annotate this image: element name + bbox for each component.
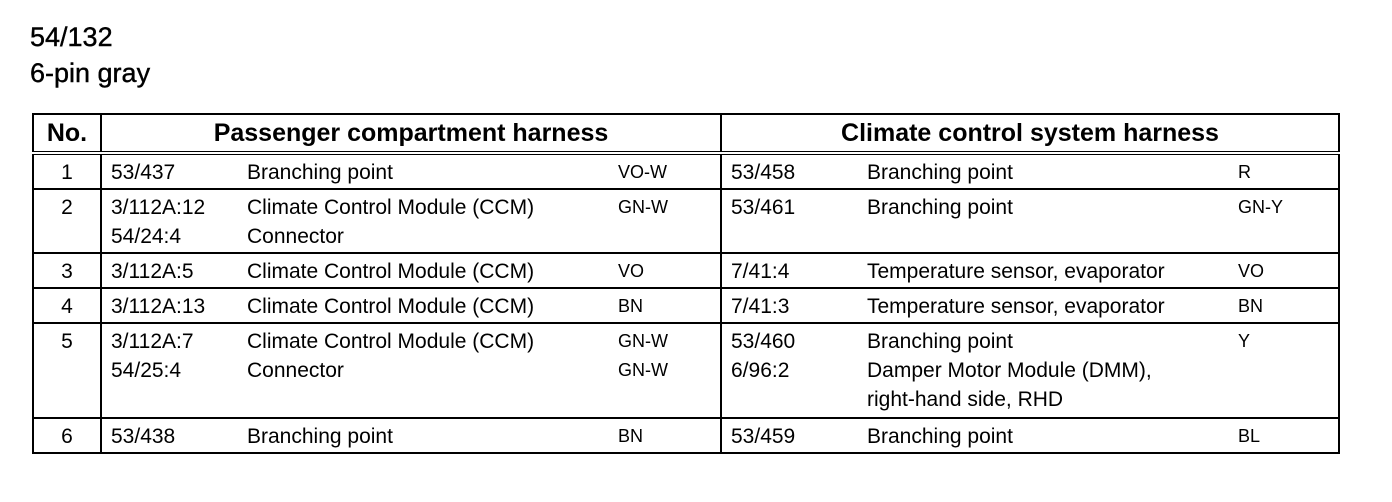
right-component-description: Branching point xyxy=(867,330,1013,353)
table-row xyxy=(33,253,1339,288)
left-wire-color-cell xyxy=(609,153,721,189)
pin-number: 5 xyxy=(33,323,101,418)
left-component-description: Branching point xyxy=(247,161,393,184)
right-wire-color-cell xyxy=(1229,418,1339,453)
right-component-code-cell xyxy=(721,189,858,253)
right-wire-color-cell xyxy=(1229,288,1339,323)
pin-number: 6 xyxy=(33,418,101,453)
right-component-description-cell xyxy=(858,323,1229,418)
right-component-description-cell xyxy=(858,189,1229,253)
right-component-code: 6/96:2 xyxy=(731,359,790,382)
right-component-description: Damper Motor Module (DMM), xyxy=(867,359,1152,382)
right-component-description: Branching point xyxy=(867,425,1013,448)
left-wire-color-cell xyxy=(609,418,721,453)
right-component-description: right-hand side, RHD xyxy=(867,388,1064,411)
left-component-description: Climate Control Module (CCM) xyxy=(247,196,535,219)
right-component-code: 7/41:3 xyxy=(731,295,790,318)
right-component-code: 53/458 xyxy=(731,161,796,184)
left-wire-color: VO-W xyxy=(618,162,667,182)
left-component-code-cell xyxy=(101,418,238,453)
right-component-description-cell xyxy=(858,253,1229,288)
right-component-description: Temperature sensor, evaporator xyxy=(867,260,1165,283)
right-component-description-cell xyxy=(858,288,1229,323)
pin-number: 3 xyxy=(33,253,101,288)
header-no: No. xyxy=(33,114,101,153)
left-wire-color-cell xyxy=(609,288,721,323)
right-component-description: Branching point xyxy=(867,196,1013,219)
left-component-code: 3/112A:5 xyxy=(111,260,194,283)
right-component-description-cell xyxy=(858,418,1229,453)
right-component-description-cell xyxy=(858,153,1229,189)
right-component-code: 7/41:4 xyxy=(731,260,790,283)
table-header-row xyxy=(33,114,1339,153)
left-wire-color: BN xyxy=(618,296,644,316)
left-component-description-cell xyxy=(238,323,609,418)
table-row xyxy=(33,288,1339,323)
left-wire-color-cell xyxy=(609,189,721,253)
left-wire-color-cell xyxy=(609,323,721,418)
table-row xyxy=(33,323,1339,418)
pin-number: 1 xyxy=(33,153,101,189)
right-wire-color: GN-Y xyxy=(1238,197,1283,217)
left-component-code: 53/437 xyxy=(111,161,176,184)
right-component-description: Branching point xyxy=(867,161,1013,184)
right-wire-color-cell xyxy=(1229,153,1339,189)
left-component-code-cell xyxy=(101,189,238,253)
left-wire-color: GN-W xyxy=(618,331,668,351)
left-wire-color-cell xyxy=(609,253,721,288)
left-wire-color: GN-W xyxy=(618,360,668,380)
pin-number: 2 xyxy=(33,189,101,253)
table-row xyxy=(33,189,1339,253)
left-wire-color: VO xyxy=(618,261,645,281)
right-wire-color: BL xyxy=(1238,426,1261,446)
left-component-code: 54/24:4 xyxy=(111,225,182,248)
table-row xyxy=(33,153,1339,189)
right-component-code: 53/459 xyxy=(731,425,796,448)
table-row xyxy=(33,418,1339,453)
right-component-code-cell xyxy=(721,253,858,288)
right-wire-color-cell xyxy=(1229,253,1339,288)
right-wire-color: VO xyxy=(1238,261,1265,281)
left-component-code: 54/25:4 xyxy=(111,359,182,382)
right-wire-color: BN xyxy=(1238,296,1264,316)
right-component-code-cell xyxy=(721,418,858,453)
right-component-description: Temperature sensor, evaporator xyxy=(867,295,1165,318)
left-component-description-cell xyxy=(238,253,609,288)
right-wire-color: R xyxy=(1238,162,1251,182)
left-component-code-cell xyxy=(101,288,238,323)
pin-number: 4 xyxy=(33,288,101,323)
left-component-code: 3/112A:13 xyxy=(111,295,206,318)
right-component-code: 53/461 xyxy=(731,196,796,219)
left-wire-color: BN xyxy=(618,426,644,446)
left-component-code: 3/112A:7 xyxy=(111,330,194,353)
connector-description: 6-pin gray xyxy=(30,58,151,88)
right-wire-color-cell xyxy=(1229,189,1339,253)
left-component-code-cell xyxy=(101,323,238,418)
left-component-description: Connector xyxy=(247,359,344,382)
left-component-description-cell xyxy=(238,189,609,253)
header-passenger-compartment-harness: Passenger compartment harness xyxy=(101,114,721,153)
left-component-description: Connector xyxy=(247,225,344,248)
header-climate-control-system-harness: Climate control system harness xyxy=(721,114,1339,153)
left-component-description-cell xyxy=(238,418,609,453)
pin-assignment-table xyxy=(32,113,1340,454)
left-component-description-cell xyxy=(238,288,609,323)
right-component-code-cell xyxy=(721,288,858,323)
left-component-code: 53/438 xyxy=(111,425,176,448)
right-component-code: 53/460 xyxy=(731,330,796,353)
right-wire-color-cell xyxy=(1229,323,1339,418)
left-component-description: Climate Control Module (CCM) xyxy=(247,330,535,353)
left-component-description: Climate Control Module (CCM) xyxy=(247,260,535,283)
connector-code: 54/132 xyxy=(30,22,113,52)
right-component-code-cell xyxy=(721,153,858,189)
left-component-description-cell xyxy=(238,153,609,189)
left-component-code-cell xyxy=(101,253,238,288)
right-component-code-cell xyxy=(721,323,858,418)
left-component-code: 3/112A:12 xyxy=(111,196,206,219)
left-component-description: Climate Control Module (CCM) xyxy=(247,295,535,318)
left-component-description: Branching point xyxy=(247,425,393,448)
right-wire-color: Y xyxy=(1238,331,1251,351)
left-component-code-cell xyxy=(101,153,238,189)
left-wire-color: GN-W xyxy=(618,197,668,217)
